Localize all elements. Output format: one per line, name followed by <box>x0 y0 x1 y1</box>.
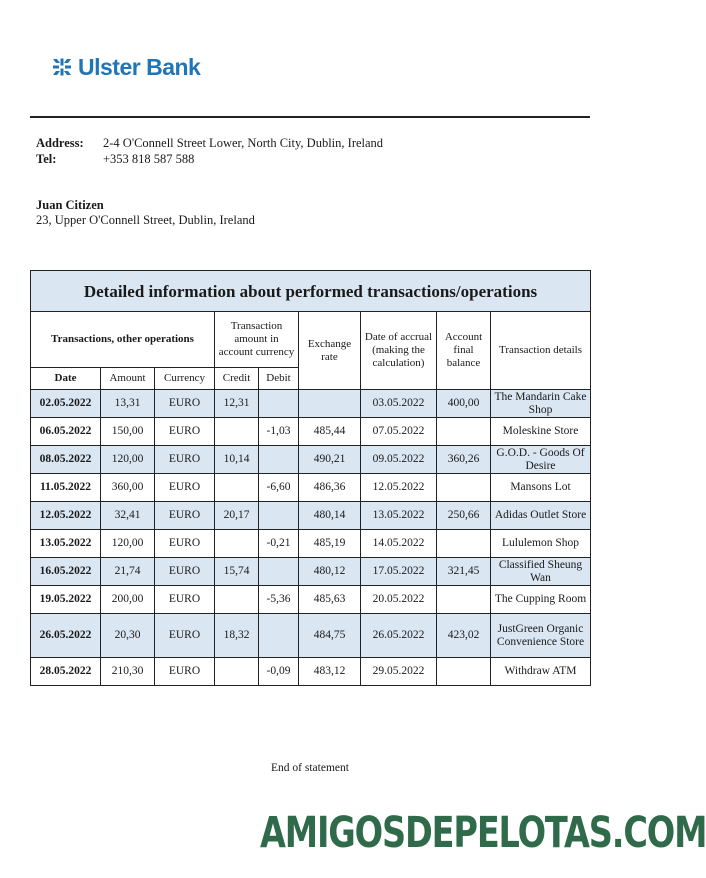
table-row <box>31 474 591 502</box>
cell-details: G.O.D. - Goods Of Desire <box>491 446 591 474</box>
cell-debit <box>259 502 299 530</box>
bank-address: 2-4 O'Connell Street Lower, North City, Dublin, Ireland <box>103 136 384 150</box>
header-exchange-rate: Exchange rate <box>299 312 361 390</box>
cell-amount: 360,00 <box>101 474 155 502</box>
cell-currency: EURO <box>155 446 215 474</box>
table-row <box>31 658 591 686</box>
cell-date: 16.05.2022 <box>31 558 101 586</box>
cell-accrual: 09.05.2022 <box>361 446 437 474</box>
cell-rate <box>299 390 361 418</box>
cell-debit: -0,09 <box>259 658 299 686</box>
cell-currency: EURO <box>155 418 215 446</box>
cell-date: 08.05.2022 <box>31 446 101 474</box>
cell-credit: 15,74 <box>215 558 259 586</box>
cell-details: Adidas Outlet Store <box>491 502 591 530</box>
cell-accrual: 12.05.2022 <box>361 474 437 502</box>
cell-currency: EURO <box>155 558 215 586</box>
bank-tel: +353 818 587 588 <box>103 152 195 166</box>
header-currency: Currency <box>155 368 215 390</box>
customer-block <box>36 198 255 228</box>
cell-debit <box>259 390 299 418</box>
cell-balance <box>437 586 491 614</box>
table-row <box>31 614 591 658</box>
header-date: Date <box>31 368 101 390</box>
cell-credit <box>215 586 259 614</box>
header-amount: Amount <box>101 368 155 390</box>
cell-accrual: 07.05.2022 <box>361 418 437 446</box>
table-row <box>31 418 591 446</box>
table-row <box>31 530 591 558</box>
cell-rate: 480,12 <box>299 558 361 586</box>
cell-details: Withdraw ATM <box>491 658 591 686</box>
cell-credit: 20,17 <box>215 502 259 530</box>
table-row <box>31 586 591 614</box>
cell-credit: 18,32 <box>215 614 259 658</box>
cell-currency: EURO <box>155 474 215 502</box>
cell-rate: 483,12 <box>299 658 361 686</box>
cell-date: 06.05.2022 <box>31 418 101 446</box>
cell-balance: 250,66 <box>437 502 491 530</box>
cell-credit: 12,31 <box>215 390 259 418</box>
cell-balance <box>437 418 491 446</box>
cell-currency: EURO <box>155 658 215 686</box>
table-title: Detailed information about performed transactions/operations <box>31 271 591 312</box>
cell-credit <box>215 530 259 558</box>
cell-balance: 400,00 <box>437 390 491 418</box>
cell-amount: 200,00 <box>101 586 155 614</box>
cell-amount: 120,00 <box>101 530 155 558</box>
cell-balance: 360,26 <box>437 446 491 474</box>
cell-rate: 485,44 <box>299 418 361 446</box>
cell-date: 11.05.2022 <box>31 474 101 502</box>
header-final-balance: Account final balance <box>437 312 491 390</box>
transactions-table <box>30 270 591 686</box>
cell-details: Moleskine Store <box>491 418 591 446</box>
customer-address: 23, Upper O'Connell Street, Dublin, Ireland <box>36 213 255 227</box>
cell-balance <box>437 530 491 558</box>
cell-accrual: 14.05.2022 <box>361 530 437 558</box>
end-of-statement: End of statement <box>271 762 349 774</box>
cell-rate: 490,21 <box>299 446 361 474</box>
cell-rate: 485,63 <box>299 586 361 614</box>
cell-debit <box>259 614 299 658</box>
cell-date: 19.05.2022 <box>31 586 101 614</box>
cell-balance: 321,45 <box>437 558 491 586</box>
address-label: Address: <box>36 136 84 150</box>
table-row <box>31 446 591 474</box>
cell-currency: EURO <box>155 530 215 558</box>
header-debit: Debit <box>259 368 299 390</box>
cell-balance: 423,02 <box>437 614 491 658</box>
cell-debit: -0,21 <box>259 530 299 558</box>
cell-date: 12.05.2022 <box>31 502 101 530</box>
cell-currency: EURO <box>155 586 215 614</box>
cell-amount: 210,30 <box>101 658 155 686</box>
cell-date: 13.05.2022 <box>31 530 101 558</box>
cell-debit <box>259 446 299 474</box>
table-row <box>31 390 591 418</box>
cell-details: JustGreen Organic Convenience Store <box>491 614 591 658</box>
cell-debit: -5,36 <box>259 586 299 614</box>
cell-accrual: 17.05.2022 <box>361 558 437 586</box>
cell-amount: 120,00 <box>101 446 155 474</box>
table-row <box>31 502 591 530</box>
cell-currency: EURO <box>155 390 215 418</box>
cell-amount: 32,41 <box>101 502 155 530</box>
ulster-bank-mark-icon <box>52 57 72 77</box>
cell-credit <box>215 658 259 686</box>
cell-details: Lululemon Shop <box>491 530 591 558</box>
cell-balance <box>437 658 491 686</box>
cell-date: 02.05.2022 <box>31 390 101 418</box>
header-amount-in-currency: Transaction amount in account currency <box>215 312 299 368</box>
cell-debit <box>259 558 299 586</box>
cell-rate: 480,14 <box>299 502 361 530</box>
header-divider <box>30 116 590 118</box>
cell-accrual: 20.05.2022 <box>361 586 437 614</box>
cell-currency: EURO <box>155 502 215 530</box>
cell-balance <box>437 474 491 502</box>
cell-rate: 485,19 <box>299 530 361 558</box>
cell-accrual: 26.05.2022 <box>361 614 437 658</box>
bank-logo <box>52 52 200 82</box>
cell-date: 28.05.2022 <box>31 658 101 686</box>
cell-details: The Mandarin Cake Shop <box>491 390 591 418</box>
cell-accrual: 29.05.2022 <box>361 658 437 686</box>
cell-currency: EURO <box>155 614 215 658</box>
cell-accrual: 03.05.2022 <box>361 390 437 418</box>
cell-date: 26.05.2022 <box>31 614 101 658</box>
bank-contact <box>36 135 383 167</box>
header-details: Transaction details <box>491 312 591 390</box>
cell-amount: 150,00 <box>101 418 155 446</box>
transactions-body <box>31 390 591 686</box>
cell-amount: 21,74 <box>101 558 155 586</box>
cell-details: The Cupping Room <box>491 586 591 614</box>
table-row <box>31 558 591 586</box>
bank-name: Ulster Bank <box>78 53 201 80</box>
header-credit: Credit <box>215 368 259 390</box>
tel-label: Tel: <box>36 152 57 166</box>
cell-amount: 20,30 <box>101 614 155 658</box>
customer-name: Juan Citizen <box>36 198 104 212</box>
cell-credit <box>215 418 259 446</box>
cell-credit: 10,14 <box>215 446 259 474</box>
cell-debit: -1,03 <box>259 418 299 446</box>
header-accrual-date: Date of accrual (making the calculation) <box>361 312 437 390</box>
cell-rate: 486,36 <box>299 474 361 502</box>
cell-debit: -6,60 <box>259 474 299 502</box>
cell-amount: 13,31 <box>101 390 155 418</box>
watermark: AMIGOSDEPELOTAS.COM <box>260 808 706 858</box>
cell-accrual: 13.05.2022 <box>361 502 437 530</box>
cell-details: Mansons Lot <box>491 474 591 502</box>
cell-rate: 484,75 <box>299 614 361 658</box>
header-transactions-group: Transactions, other operations <box>31 312 215 368</box>
cell-details: Classified Sheung Wan <box>491 558 591 586</box>
cell-credit <box>215 474 259 502</box>
